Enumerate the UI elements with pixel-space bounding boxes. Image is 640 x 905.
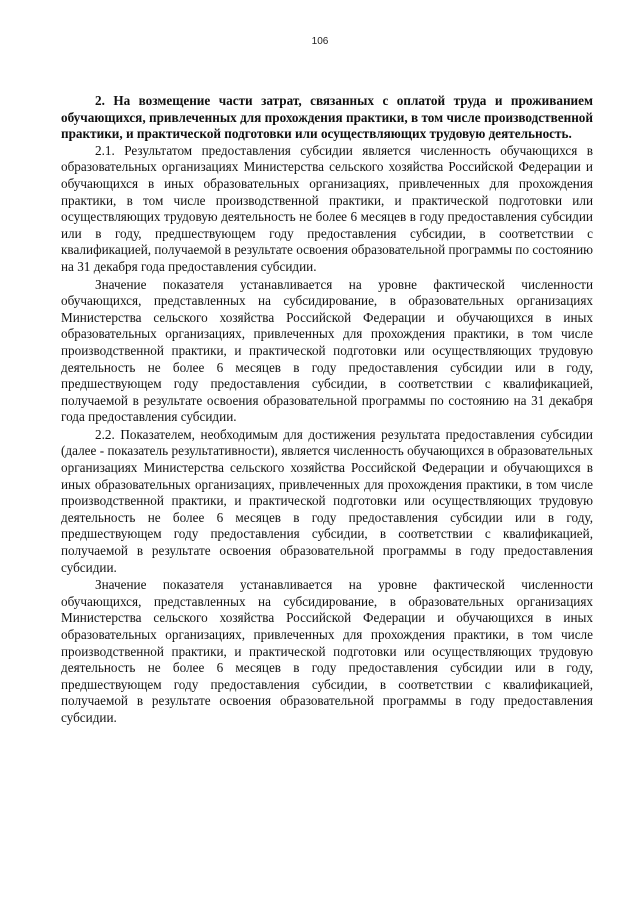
page-number: 106 — [311, 36, 329, 47]
paragraph-2-1-indicator-value: Значение показателя устанавливается на уровне фактической численности обучающихся, представленных на субсидирование, в образовательных организациях Министерства сельского хозяйства Российской Федерации и обучающихся в иных образовательных организациях, привлеченных для прохождения практики, в том числе производственной практики, и практической подготовки или осуществляющих трудовую деятельность не более 6 месяцев в году предоставления субсидии или в году, предшествующем году предоставления субсидии, в соответствии с квалификацией, получаемой в результате освоения образовательной программы по состоянию на 31 декабря года предоставления субсидии. — [61, 276, 593, 425]
document-body — [61, 93, 593, 727]
paragraph-2-1: 2.1. Результатом предоставления субсидии является численность обучающихся в образовательных организациях Министерства сельского хозяйства Российской Федерации и обучающихся в иных образовательных организациях, привлеченных для прохождения практики, в том числе производственной практики, и практической подготовки или осуществляющих трудовую деятельность не более 6 месяцев в году предоставления субсидии или в году, предшествующем году предоставления субсидии, в соответствии с квалификацией, получаемой в результате освоения образовательной программы по состоянию на 31 декабря года предоставления субсидии. — [61, 142, 593, 274]
section-heading: 2. На возмещение части затрат, связанных с оплатой труда и проживанием обучающихся, привлеченных для прохождения практики, в том числе производственной практики, и практической подготовки или осуществляющих трудовую деятельность. — [61, 93, 593, 142]
paragraph-2-2-indicator-value: Значение показателя устанавливается на уровне фактической численности обучающихся, представленных на субсидирование, в образовательных организациях Министерства сельского хозяйства Российской Федерации и обучающихся в иных образовательных организациях, привлеченных для прохождения практики, в том числе производственной практики, и практической подготовки или осуществляющих трудовую деятельность не более 6 месяцев в году предоставления субсидии или в году, предшествующем году предоставления субсидии, в соответствии с квалификацией, получаемой в результате освоения образовательной программы в году предоставления субсидии. — [61, 577, 593, 725]
paragraph-2-2: 2.2. Показателем, необходимым для достижения результата предоставления субсидии (далее - показатель результативности), является численность обучающихся в образовательных организациях Министерства сельского хозяйства Российской Федерации и обучающихся в иных образовательных организациях, привлеченных для прохождения практики, в том числе производственной практики, и практической подготовки или осуществляющих трудовую деятельность не более 6 месяцев в году предоставления субсидии или в году, предшествующем году предоставления субсидии, в соответствии с квалификацией, получаемой в результате освоения образовательной программы в году предоставления субсидии. — [61, 426, 593, 575]
